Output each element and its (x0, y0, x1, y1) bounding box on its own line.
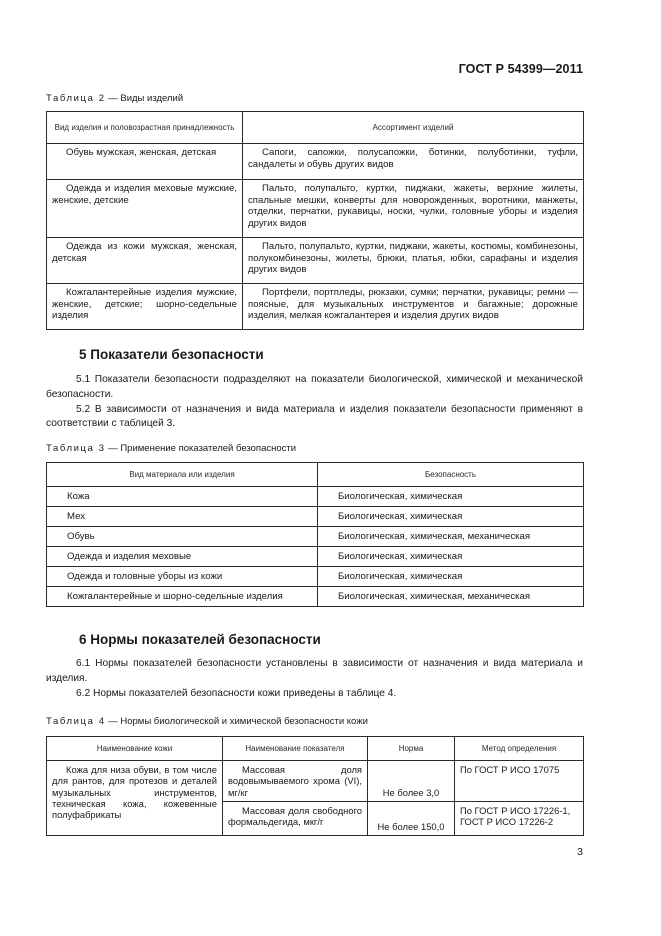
table-row (47, 547, 584, 567)
paragraph-6-2: 6.2 Нормы показателей безопасности кожи приведены в таблице 4. (76, 687, 397, 699)
table4-cell-leather: Кожа для низа обуви, в том числе для рантов, для протезов и деталей музыкальных инструментов, техническая кожа, кожевенные полуфабрикаты (47, 761, 223, 836)
table-row (47, 761, 584, 802)
table4-caption-prefix: Таблица 4 (46, 716, 106, 727)
table-2 (46, 111, 584, 330)
table3-cell-safety: Биологическая, химическая (318, 507, 584, 527)
table3-cell-safety: Биологическая, химическая (318, 487, 584, 507)
table-row (47, 507, 584, 527)
table2-cell-kind: Кожгалантерейные изделия мужские, женские, детские; шорно-седельные изделия (47, 284, 243, 330)
table2-cell-assortment: Портфели, портпледы, рюкзаки, сумки; перчатки, рукавицы; ремни — поясные, для музыкальных инструментов и багажные; дорожные изделия, мелкая кожгалантерея и изделия других видов (243, 284, 584, 330)
table4-cell-method: По ГОСТ Р ИСО 17075 (455, 761, 584, 802)
table2-cell-kind: Одежда и изделия меховые мужские, женские, детские (47, 180, 243, 238)
table2-cell-assortment: Сапоги, сапожки, полусапожки, ботинки, полуботинки, туфли, сандалеты и обувь других видов (243, 144, 584, 180)
table4-cell-norm: Не более 150,0 (368, 801, 455, 835)
table-row (47, 587, 584, 607)
table4-header-norm: Норма (368, 737, 455, 761)
table-row (47, 487, 584, 507)
paragraph-5-2: 5.2 В зависимости от назначения и вида материала и изделия показатели безопасности применяют в соответствии с таблицей 3. (46, 403, 583, 430)
table3-cell-material: Мех (47, 507, 318, 527)
table-row (47, 144, 584, 180)
page-number: 3 (577, 846, 583, 858)
table4-header-indicator: Наименование показателя (223, 737, 368, 761)
table2-header-assortment: Ассортимент изделий (243, 112, 584, 144)
table3-cell-safety: Биологическая, химическая, механическая (318, 527, 584, 547)
table-row (47, 527, 584, 547)
table2-cell-kind: Одежда из кожи мужская, женская, детская (47, 238, 243, 284)
table-row (47, 567, 584, 587)
table3-cell-material: Одежда и головные уборы из кожи (47, 567, 318, 587)
table2-caption-prefix: Таблица 2 (46, 93, 106, 104)
section6-text (46, 657, 583, 701)
table3-caption-rest: — Применение показателей безопасности (105, 443, 297, 454)
table2-header-kind: Вид изделия и половозрастная принадлежность (47, 112, 243, 144)
table3-header-safety: Безопасность (318, 463, 584, 487)
table4-header-leather: Наименование кожи (47, 737, 223, 761)
table3-cell-safety: Биологическая, химическая (318, 547, 584, 567)
section6-heading: 6 Нормы показателей безопасности (79, 632, 321, 647)
table-row (47, 284, 584, 330)
table3-caption-prefix: Таблица 3 (46, 443, 106, 454)
table3-cell-material: Кожгалантерейные и шорно-седельные изделия (47, 587, 318, 607)
paragraph-5-1: 5.1 Показатели безопасности подразделяют на показатели биологической, химической и механической безопасности. (46, 374, 583, 400)
table-3 (46, 462, 584, 607)
table4-caption (46, 716, 368, 727)
table-4 (46, 736, 584, 836)
section5-text (46, 373, 583, 432)
table2-caption-rest: — Виды изделий (105, 93, 184, 104)
table3-cell-material: Кожа (47, 487, 318, 507)
table4-cell-method: По ГОСТ Р ИСО 17226-1, ГОСТ Р ИСО 17226-2 (455, 801, 584, 835)
table2-caption (46, 93, 183, 104)
table-row (47, 238, 584, 284)
table4-caption-rest: — Нормы биологической и химической безопасности кожи (105, 716, 368, 727)
table-row (47, 180, 584, 238)
table4-header-method: Метод определения (455, 737, 584, 761)
table3-header-material: Вид материала или изделия (47, 463, 318, 487)
table3-cell-material: Одежда и изделия меховые (47, 547, 318, 567)
table3-cell-material: Обувь (47, 527, 318, 547)
table4-cell-norm: Не более 3,0 (368, 761, 455, 802)
section5-heading: 5 Показатели безопасности (79, 347, 264, 362)
table2-cell-kind: Обувь мужская, женская, детская (47, 144, 243, 180)
table2-cell-assortment: Пальто, полупальто, куртки, пиджаки, жакеты, верхние жилеты, спальные мешки, конверты для новорожденных, воротники, манжеты, отделки, перчатки, рукавицы, носки, чулки, головные уборы и изделия других видов (243, 180, 584, 238)
table4-cell-indicator: Массовая доля свободного формальдегида, мкг/г (223, 801, 368, 835)
table4-cell-indicator: Массовая доля водовымываемого хрома (VI), мг/кг (223, 761, 368, 802)
table2-cell-assortment: Пальто, полупальто, куртки, пиджаки, жакеты, костюмы, комбинезоны, полукомбинезоны, жилеты, брюки, платья, юбки, сарафаны и изделия других видов (243, 238, 584, 284)
paragraph-6-1: 6.1 Нормы показателей безопасности установлены в зависимости от назначения и вида материала и изделия. (46, 658, 583, 684)
table3-cell-safety: Биологическая, химическая (318, 567, 584, 587)
table3-cell-safety: Биологическая, химическая, механическая (318, 587, 584, 607)
table3-caption (46, 443, 296, 454)
standard-code: ГОСТ Р 54399—2011 (458, 62, 583, 76)
